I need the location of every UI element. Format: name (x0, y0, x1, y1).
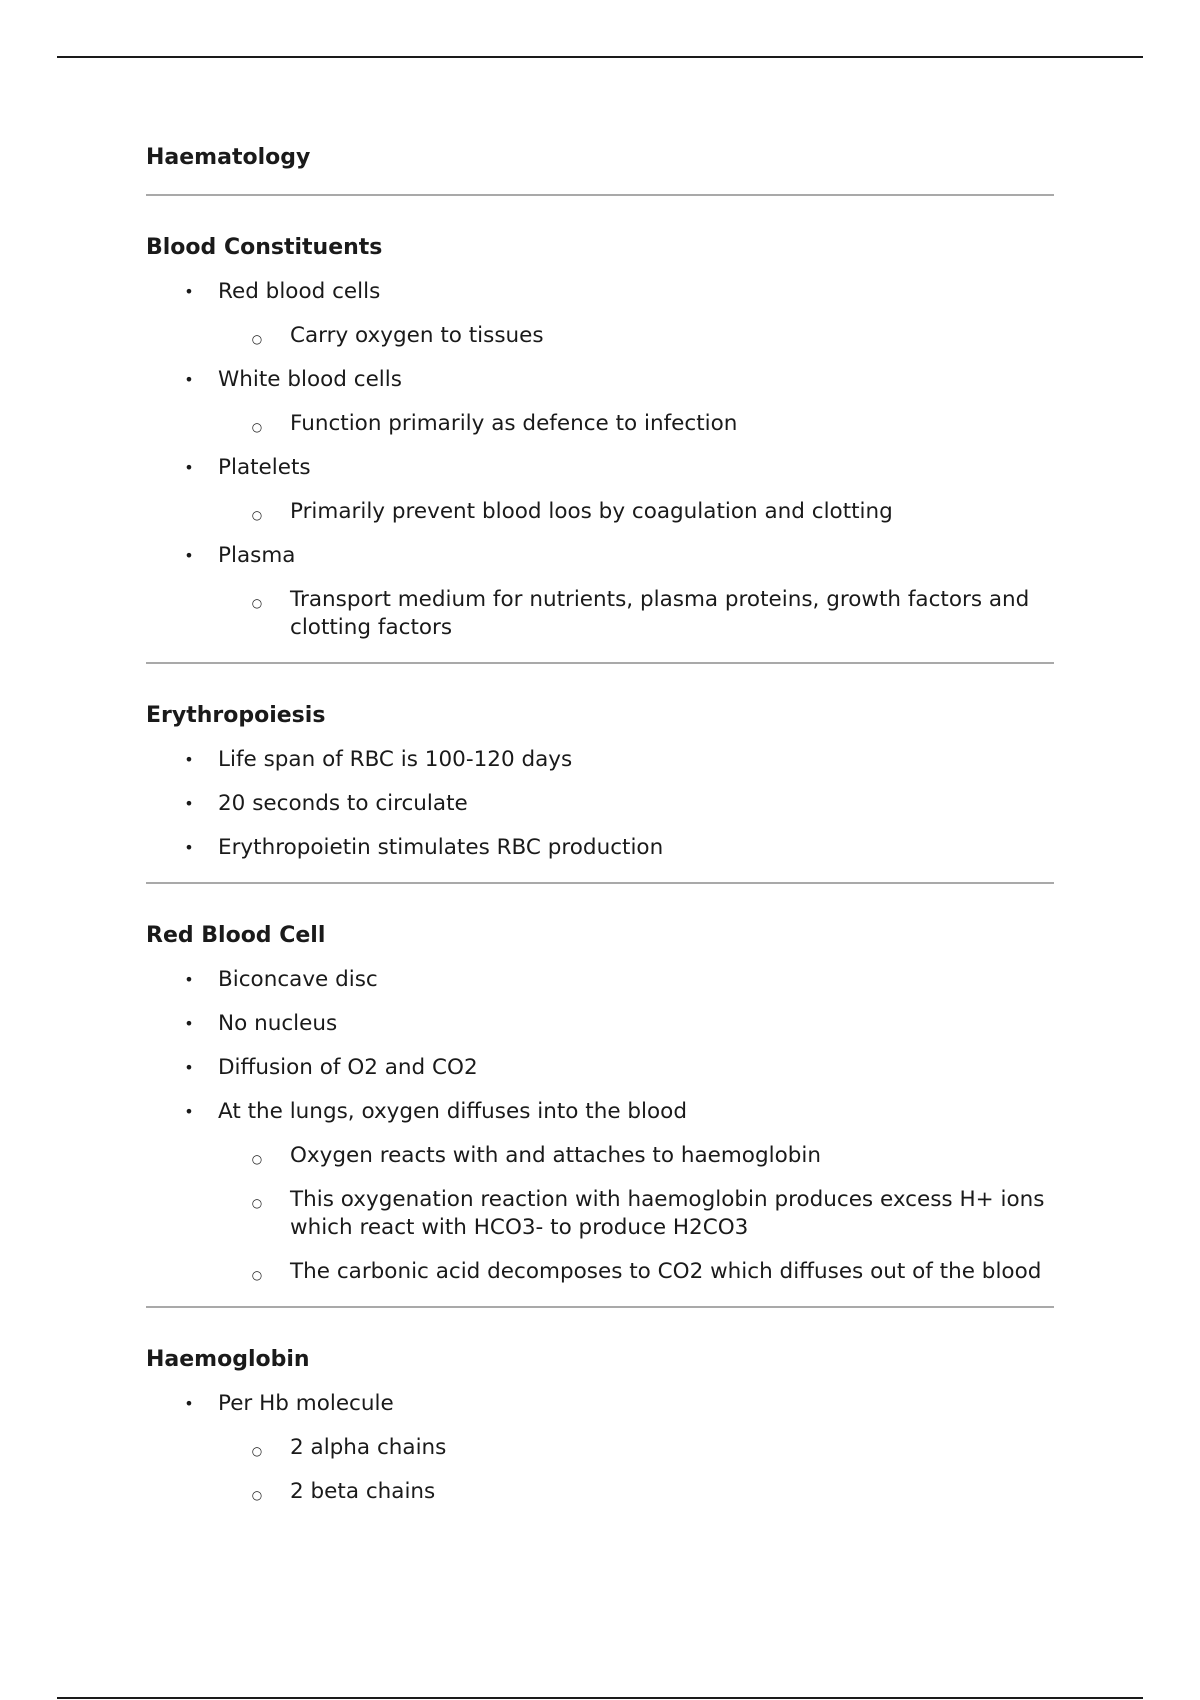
circle-bullet-icon: ○ (251, 1196, 263, 1210)
section-divider (146, 662, 1054, 664)
list-item-text: Platelets (218, 455, 311, 480)
list-item-text: Plasma (218, 543, 296, 568)
list-item-text: No nucleus (218, 1011, 338, 1036)
sub-list-item-text: Primarily prevent blood loos by coagulation and clotting (290, 499, 893, 524)
list-item-text: Diffusion of O2 and CO2 (218, 1055, 478, 1080)
sub-list-item (218, 1142, 1054, 1170)
section-heading: Red Blood Cell (146, 923, 326, 948)
sub-list-item (218, 1186, 1054, 1242)
circle-bullet-icon: ○ (251, 1268, 263, 1282)
circle-bullet-icon: ○ (251, 420, 263, 434)
list-item-text: Biconcave disc (218, 967, 378, 992)
circle-bullet-icon: ○ (251, 1444, 263, 1458)
sub-list (218, 322, 1054, 350)
sub-list-item (218, 586, 1054, 642)
sub-list-item-text: Carry oxygen to tissues (290, 323, 544, 348)
page-top-rule (57, 56, 1143, 58)
bullet-icon: • (184, 546, 194, 565)
circle-bullet-icon: ○ (251, 596, 263, 610)
section-divider (146, 882, 1054, 884)
circle-bullet-icon: ○ (251, 508, 263, 522)
list-item (146, 966, 1054, 994)
section-heading: Erythropoiesis (146, 703, 326, 728)
list-item (146, 1010, 1054, 1038)
sub-list-item-text: This oxygenation reaction with haemoglobin produces excess H+ ions which react with HCO3- to produce H2CO3 (290, 1187, 1045, 1240)
bullet-icon: • (184, 750, 194, 769)
sub-list (218, 410, 1054, 438)
list-item (146, 834, 1054, 862)
list-item (146, 542, 1054, 642)
list-item (146, 278, 1054, 350)
bullet-icon: • (184, 838, 194, 857)
page-bottom-rule (57, 1697, 1143, 1699)
section-red-blood-cell (146, 922, 1054, 1308)
sub-list (218, 498, 1054, 526)
list-item-text: At the lungs, oxygen diffuses into the blood (218, 1099, 687, 1124)
document-title: Haematology (146, 145, 311, 170)
section-blood-constituents (146, 234, 1054, 664)
circle-bullet-icon: ○ (251, 332, 263, 346)
bullet-icon: • (184, 794, 194, 813)
list-item-text: Red blood cells (218, 279, 381, 304)
list-item-text: Erythropoietin stimulates RBC production (218, 835, 664, 860)
list-item (146, 746, 1054, 774)
list-item (146, 790, 1054, 818)
section-heading: Blood Constituents (146, 235, 383, 260)
section-erythropoiesis (146, 702, 1054, 884)
sub-list (218, 1434, 1054, 1506)
bullet-icon: • (184, 970, 194, 989)
bullet-icon: • (184, 1394, 194, 1413)
circle-bullet-icon: ○ (251, 1152, 263, 1166)
bullet-list (146, 278, 1054, 642)
section-heading: Haemoglobin (146, 1347, 310, 1372)
list-item-text: 20 seconds to circulate (218, 791, 468, 816)
sub-list-item-text: Oxygen reacts with and attaches to haemoglobin (290, 1143, 821, 1168)
section-haemoglobin (146, 1346, 1054, 1506)
bullet-list (146, 1390, 1054, 1506)
bullet-icon: • (184, 282, 194, 301)
list-item-text: Per Hb molecule (218, 1391, 394, 1416)
circle-bullet-icon: ○ (251, 1488, 263, 1502)
sub-list (218, 586, 1054, 642)
bullet-icon: • (184, 1058, 194, 1077)
sub-list-item (218, 1478, 1054, 1506)
title-divider (146, 194, 1054, 196)
list-item-text: White blood cells (218, 367, 402, 392)
bullet-icon: • (184, 458, 194, 477)
sub-list-item (218, 498, 1054, 526)
sub-list-item-text: Function primarily as defence to infection (290, 411, 738, 436)
bullet-list (146, 966, 1054, 1286)
list-item (146, 1098, 1054, 1286)
sub-list-item-text: Transport medium for nutrients, plasma proteins, growth factors and clotting factors (290, 587, 1030, 640)
sub-list-item-text: 2 beta chains (290, 1479, 436, 1504)
sub-list-item-text: The carbonic acid decomposes to CO2 which diffuses out of the blood (290, 1259, 1042, 1284)
list-item (146, 366, 1054, 438)
sub-list-item (218, 410, 1054, 438)
bullet-icon: • (184, 1014, 194, 1033)
bullet-icon: • (184, 1102, 194, 1121)
bullet-list (146, 746, 1054, 862)
bullet-icon: • (184, 370, 194, 389)
list-item (146, 454, 1054, 526)
sub-list (218, 1142, 1054, 1286)
sub-list-item (218, 322, 1054, 350)
list-item (146, 1390, 1054, 1506)
section-divider (146, 1306, 1054, 1308)
list-item (146, 1054, 1054, 1082)
sub-list-item (218, 1258, 1054, 1286)
sub-list-item-text: 2 alpha chains (290, 1435, 447, 1460)
document-content (146, 144, 1054, 1506)
sub-list-item (218, 1434, 1054, 1462)
list-item-text: Life span of RBC is 100-120 days (218, 747, 573, 772)
